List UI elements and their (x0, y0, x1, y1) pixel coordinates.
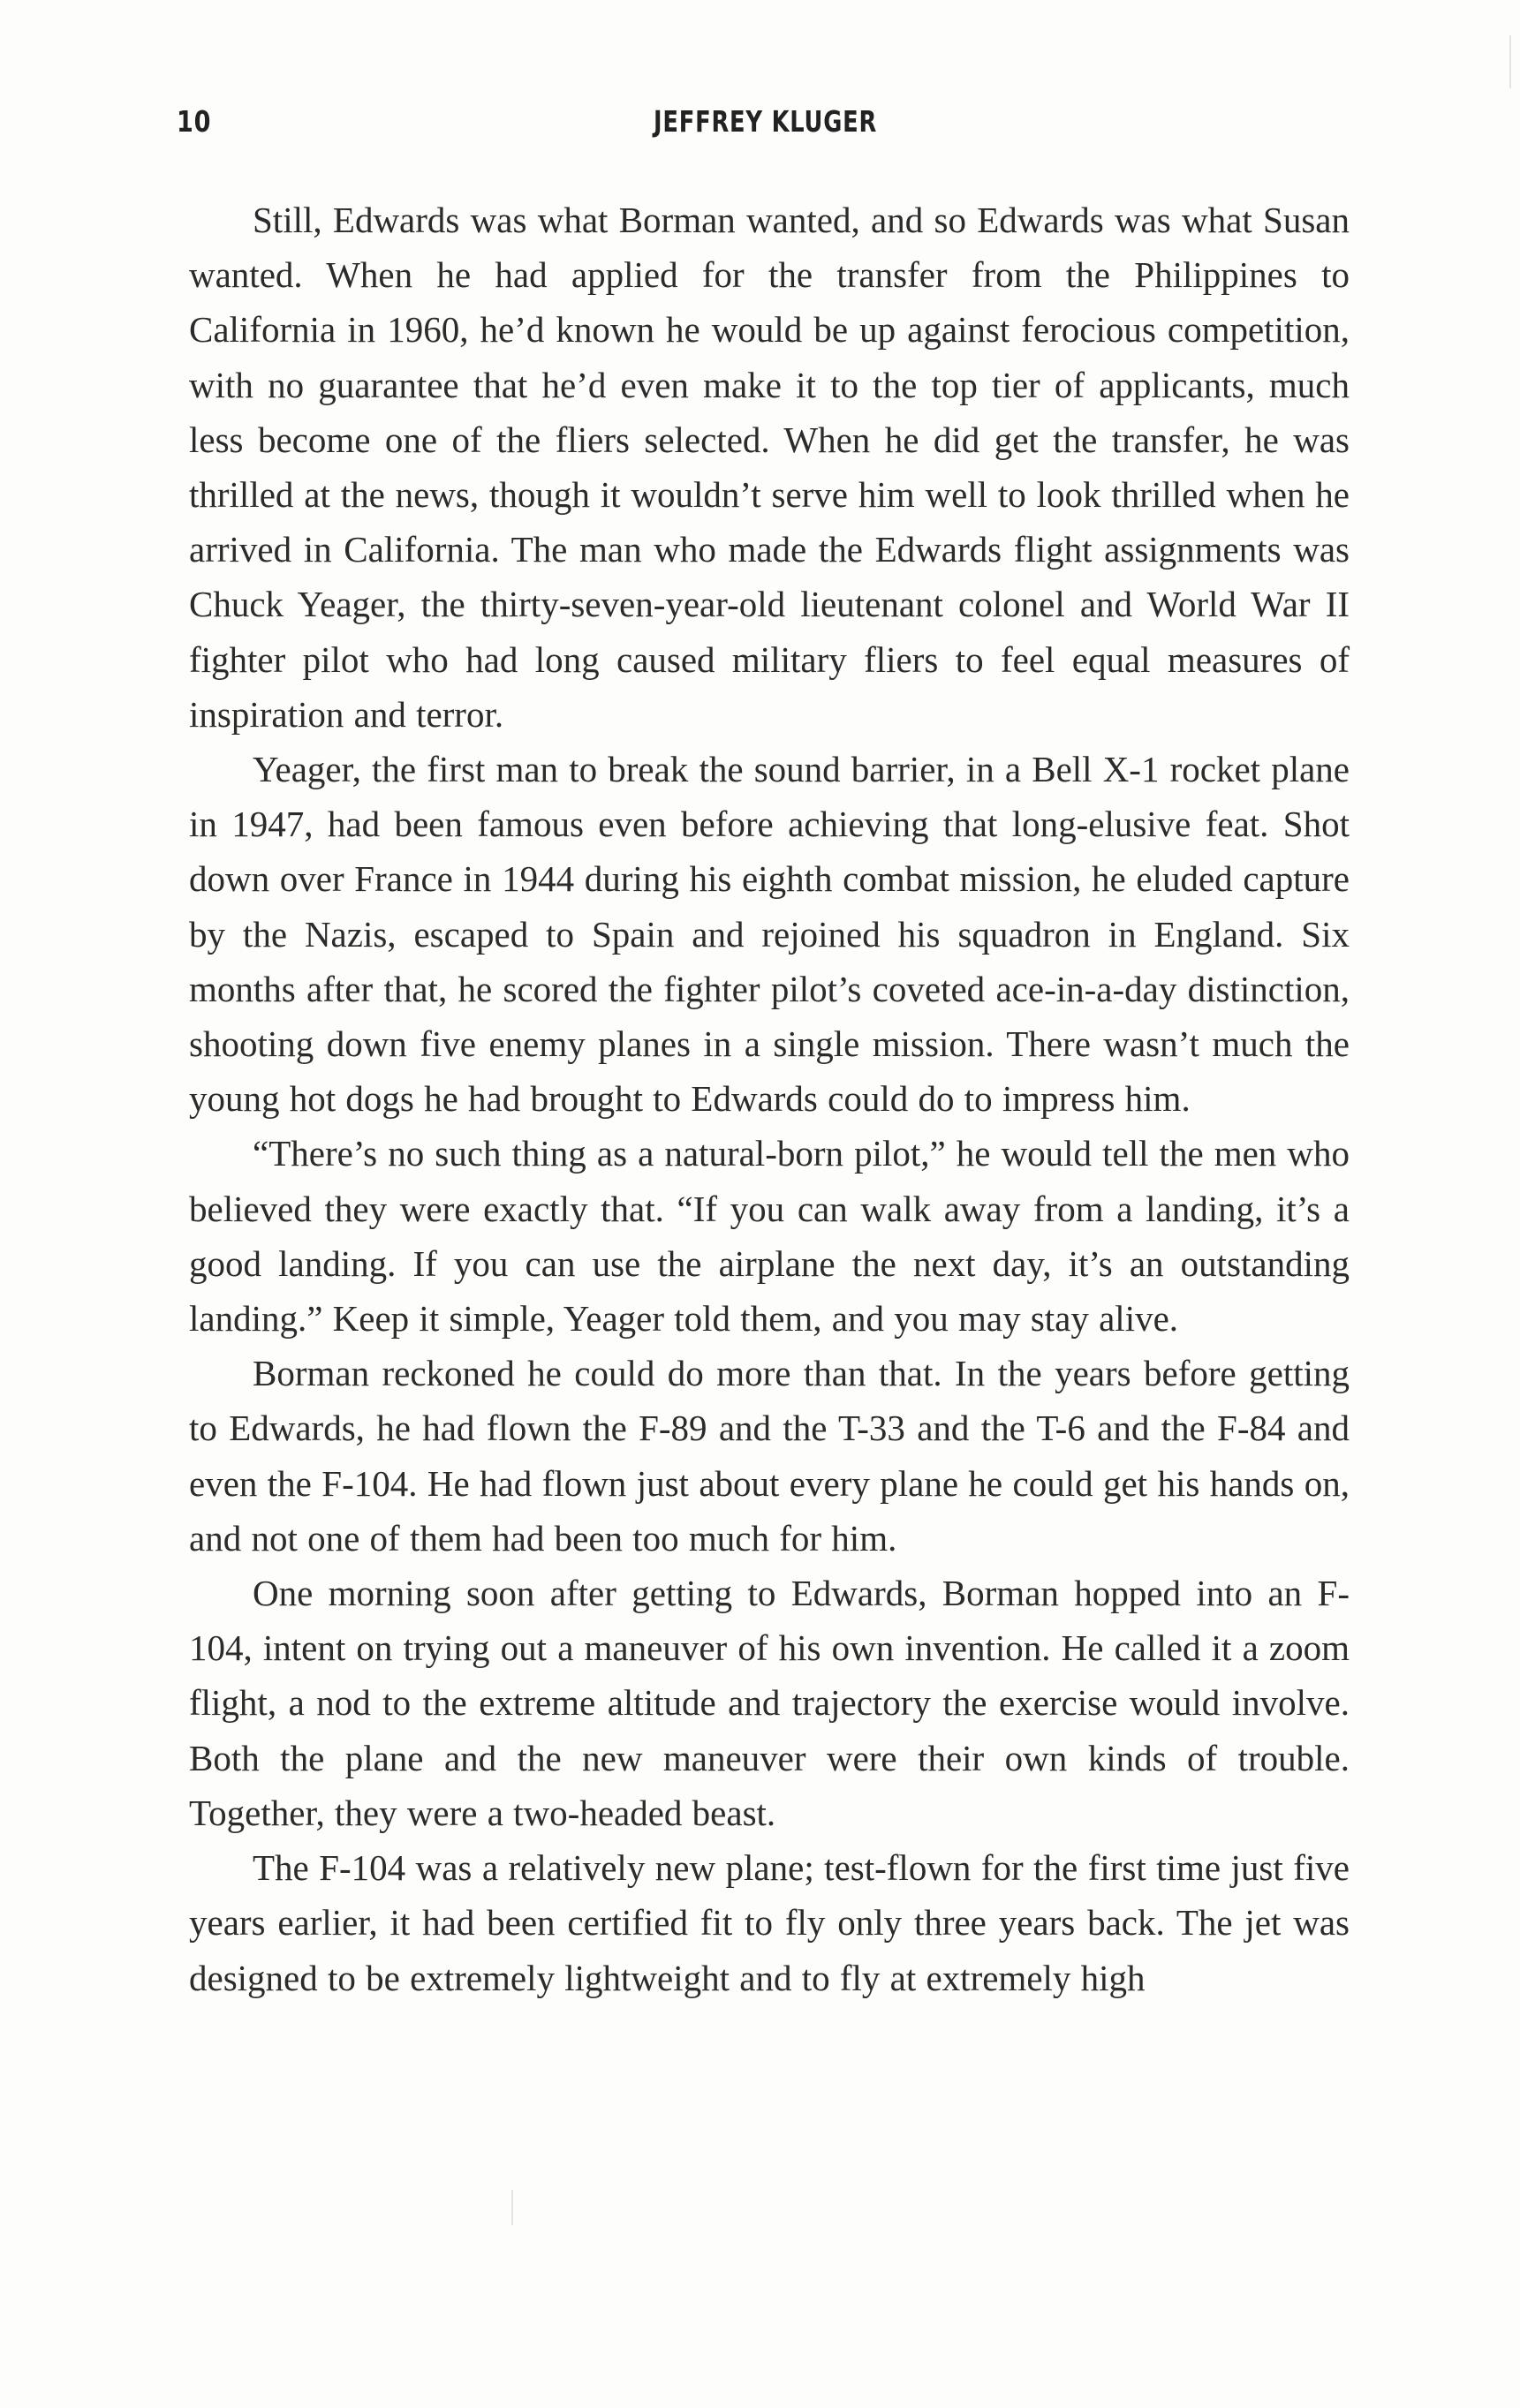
paragraph: Borman reckoned he could do more than that. In the years before getting to Edwards, he had flown the F-89 and the T-33 and the T-6 and the F-84 and even the F-104. He had flown just about every plane he could get his hands on, and not one of them had been too much for him. (189, 1353, 1350, 1559)
page-edge-shadow (511, 2190, 513, 2225)
page-edge-shadow (1509, 35, 1511, 88)
paragraph: Still, Edwards was what Borman wanted, and so Edwards was what Susan wanted. When he had applied for the transfer from the Philippines to California in 1960, he’d known he would be up against ferocious competition, with no guarantee that he’d even make it to the top tier of applicants, much less become one of the fliers selected. When he did get the transfer, he was thrilled at the news, though it wouldn’t serve him well to look thrilled when he arrived in California. The man who made the Edwards flight assignments was Chuck Yeager, the thirty-seven-year-old lieutenant colonel and World War II fighter pilot who had long caused military fliers to feel equal measures of inspiration and terror. (189, 200, 1350, 735)
paragraph: One morning soon after getting to Edwards, Borman hopped into an F-104, intent on trying out a maneuver of his own invention. He called it a zoom flight, a nod to the extreme altitude and trajectory the exercise would involve. Both the plane and the new maneuver were their own kinds of trouble. Together, they were a two-headed beast. (189, 1573, 1350, 1833)
page-header (0, 104, 1520, 157)
paragraph: The F-104 was a relatively new plane; test-flown for the first time just five years earlier, it had been certified fit to fly only three years back. The jet was designed to be extremely lightweight and to fly at extremely high (189, 1847, 1350, 1998)
page-number: 10 (177, 104, 212, 139)
paragraph: Yeager, the first man to break the sound barrier, in a Bell X-1 rocket plane in 1947, had been famous even before achieving that long-elusive feat. Shot down over France in 1944 during his eighth combat mission, he eluded capture by the Nazis, escaped to Spain and rejoined his squadron in England. Six months after that, he scored the fighter pilot’s coveted ace-in-a-day distinction, shooting down five enemy planes in a single mission. There wasn’t much the young hot dogs he had brought to Edwards could do to impress him. (189, 749, 1350, 1120)
running-head-author: JEFFREY KLUGER (654, 104, 878, 139)
paragraph: “There’s no such thing as a natural-born pilot,” he would tell the men who believed they were exactly that. “If you can walk away from a landing, it’s a good landing. If you can use the airplane the next day, it’s an outstanding landing.” Keep it simple, Yeager told them, and you may stay alive. (189, 1133, 1350, 1340)
body-text (189, 192, 1350, 2005)
